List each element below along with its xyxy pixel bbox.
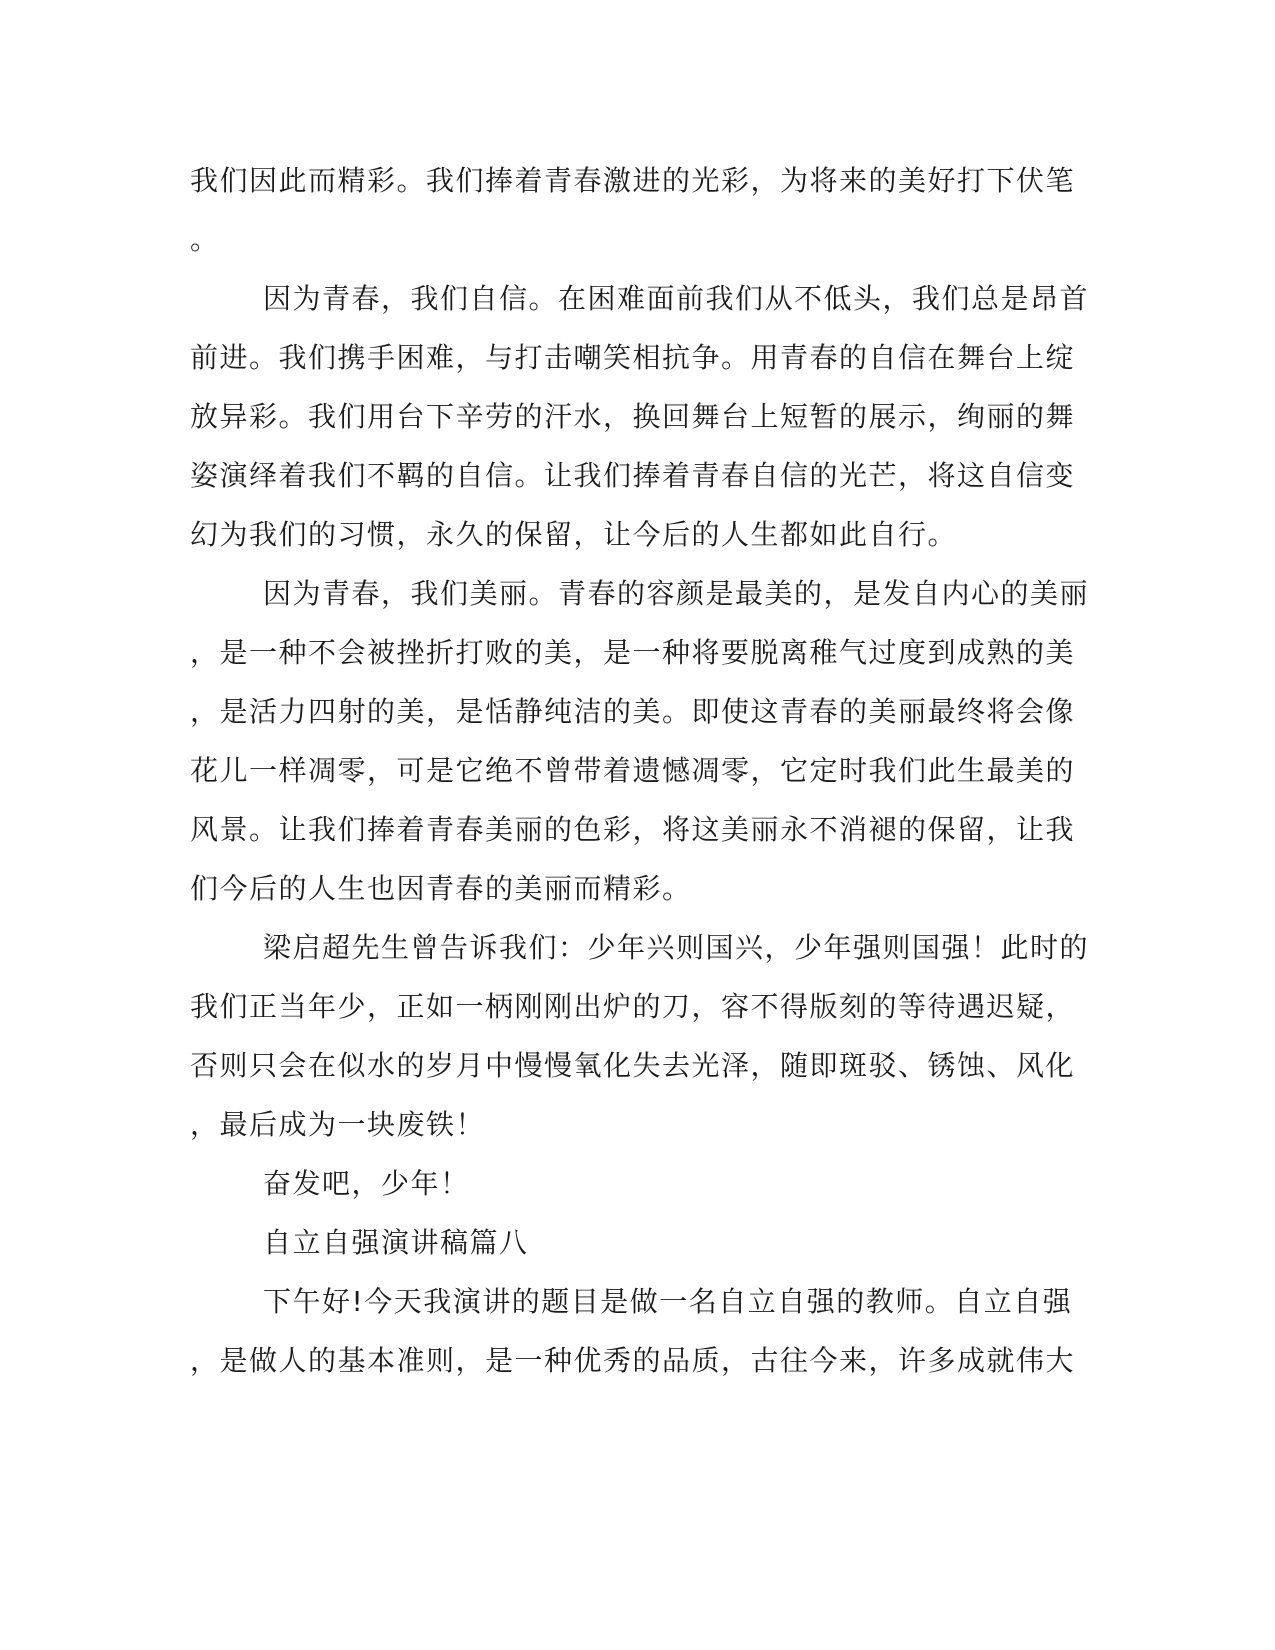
paragraph-first-line: 奋发吧，少年！ (263, 1167, 470, 1200)
text-line: 幻为我们的习惯，永久的保留，让今后的人生都如此自行。 (190, 518, 958, 551)
paragraph-first-line: 梁启超先生曾告诉我们：少年兴则国兴，少年强则国强！此时的 (263, 931, 1090, 964)
text-line: 放异彩。我们用台下辛劳的汗水，换回舞台上短暂的展示，绚丽的舞 (190, 400, 1076, 433)
text-line: 们今后的人生也因青春的美丽而精彩。 (190, 872, 692, 905)
section-heading: 自立自强演讲稿篇八 (263, 1226, 529, 1259)
text-line: 风景。让我们捧着青春美丽的色彩，将这美丽永不消褪的保留，让我 (190, 813, 1076, 846)
text-line: 。 (190, 223, 220, 256)
text-line: ，是活力四射的美，是恬静纯洁的美。即使这青春的美丽最终将会像 (190, 695, 1076, 728)
text-line: 姿演绎着我们不羁的自信。让我们捧着青春自信的光芒，将这自信变 (190, 459, 1076, 492)
text-line: ，最后成为一块废铁！ (190, 1108, 486, 1141)
paragraph-first-line: 因为青春，我们自信。在困难面前我们从不低头，我们总是昂首 (263, 282, 1090, 315)
text-line: 花儿一样凋零，可是它绝不曾带着遗憾凋零，它定时我们此生最美的 (190, 754, 1076, 787)
text-line: 我们正当年少，正如一柄刚刚出炉的刀，容不得版刻的等待遇迟疑， (190, 990, 1076, 1023)
text-line: ，是做人的基本准则，是一种优秀的品质，古往今来，许多成就伟大 (190, 1344, 1076, 1377)
paragraph-first-line: 因为青春，我们美丽。青春的容颜是最美的，是发自内心的美丽 (263, 577, 1090, 610)
text-line: 否则只会在似水的岁月中慢慢氧化失去光泽，随即斑驳、锈蚀、风化 (190, 1049, 1076, 1082)
text-line: 我们因此而精彩。我们捧着青春激进的光彩，为将来的美好打下伏笔 (190, 164, 1076, 197)
text-line: ，是一种不会被挫折打败的美，是一种将要脱离稚气过度到成熟的美 (190, 636, 1076, 669)
text-line: 前进。我们携手困难，与打击嘲笑相抗争。用青春的自信在舞台上绽 (190, 341, 1076, 374)
paragraph-first-line: 下午好!今天我演讲的题目是做一名自立自强的教师。自立自强 (263, 1285, 1073, 1318)
